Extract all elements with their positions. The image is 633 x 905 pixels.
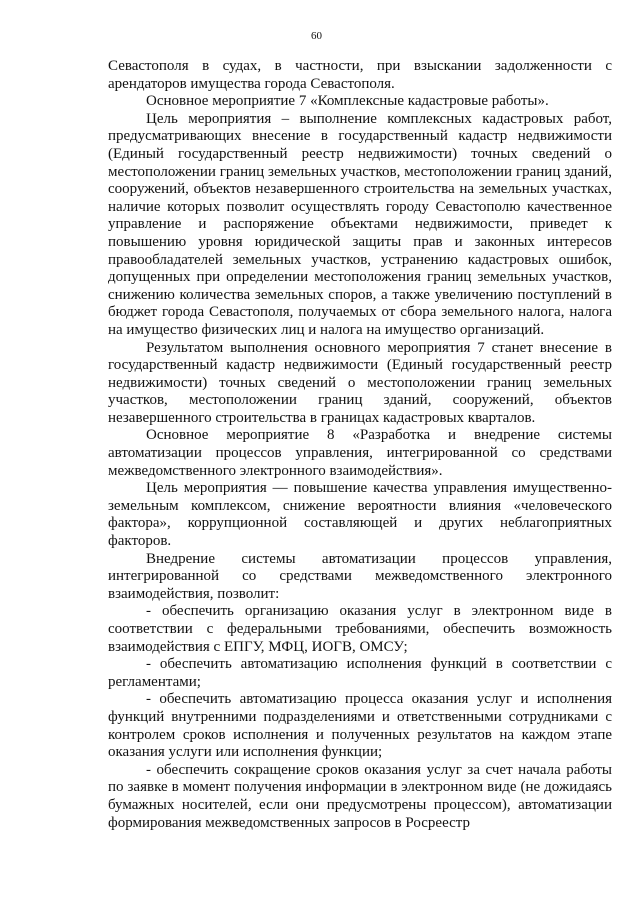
paragraph-measure-8-goal: Цель мероприятия — повышение качества управления имущественно-земельным комплексом, снижение вероятности влияния «человеческого фактора», коррупционной составляющей и других неблагоприятных факторов. [108,480,612,550]
page-number: 60 [311,30,322,42]
paragraph-measure-7-heading: Основное мероприятие 7 «Комплексные кадастровые работы». [146,93,549,110]
document-body [108,58,612,832]
list-item-electronic-services: - обеспечить организацию оказания услуг в электронном виде в соответствии с федеральными требованиями, обеспечить возможность взаимодействия с ЕПГУ, МФЦ, ИОГВ, ОМСУ; [108,603,612,655]
list-item-function-automation: - обеспечить автоматизацию исполнения функций в соответствии с регламентами; [108,656,612,690]
list-item-process-automation: - обеспечить автоматизацию процесса оказания услуг и исполнения функций внутренними подразделениями и ответственными сотрудниками с контролем сроков исполнения и полученных результатов на каждом этапе оказания услуги или исполнения функции; [108,691,612,761]
paragraph-measure-7-result: Результатом выполнения основного мероприятия 7 станет внесение в государственный кадастр недвижимости (Единый государственный реестр недвижимости) точных сведений о местоположении границ земельных участков, местоположении границ зданий, сооружений, объектов незавершенного строительства в границах кадастровых кварталов. [108,339,612,426]
list-item-time-reduction: - обеспечить сокращение сроков оказания услуг за счет начала работы по заявке в момент получения информации в электронном виде (не дожидаясь бумажных носителей, если они предусмотрены процессом), автоматизации формирования межведомственных запросов в Росреестр [108,761,612,831]
paragraph-measure-8-heading: Основное мероприятие 8 «Разработка и внедрение системы автоматизации процессов управления, интегрированной со средствами межведомственного электронного взаимодействия». [108,427,612,479]
paragraph-measure-7-goal: Цель мероприятия – выполнение комплексных кадастровых работ, предусматривающих внесение в государственный кадастр недвижимости (Единый государственный реестр недвижимости) точных сведений о местоположении границ земельных участков, местоположении границ зданий, сооружений, объектов незавершенного строительства на земельных участках, наличие которых позволит осуществлять городу Севастополю качественное управление и распоряжение объектами недвижимости, приведет к повышению уровня юридической защиты прав и законных интересов правообладателей земельных участков, устранению кадастровых ошибок, допущенных при определении местоположения границ земельных участков, снижению количества земельных споров, а также увеличению поступлений в бюджет города Севастополя, получаемых от сбора земельного налога, налога на имущество физических лиц и налога на имущество организаций. [108,110,612,338]
paragraph-continuation: Севастополя в судах, в частности, при взыскании задолженности с арендаторов имущества города Севастополя. [108,58,612,92]
paragraph-system-intro: Внедрение системы автоматизации процессов управления, интегрированной со средствами межведомственного электронного взаимодействия, позволит: [108,550,612,602]
